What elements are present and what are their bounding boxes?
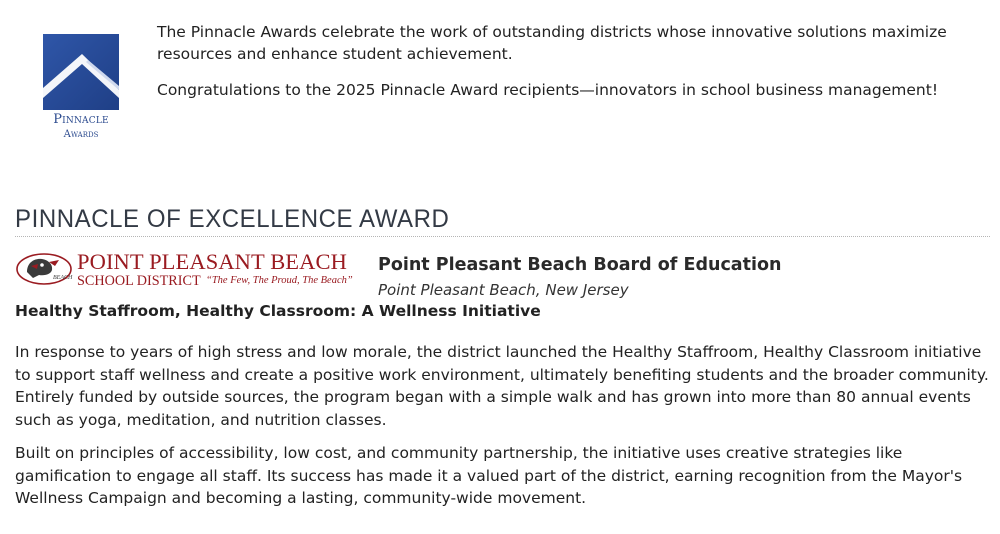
district-logo-name: POINT PLEASANT BEACH (77, 249, 347, 274)
project-title: Healthy Staffroom, Healthy Classroom: A Wellness Initiative (15, 302, 541, 320)
description-paragraph-2: Built on principles of accessibility, low cost, and community partnership, the initiative uses creative strategies like gamification to engage all staff. Its success has made it a valued part of the district, earning recognition from the Mayor's Wellness Campaign and becoming a lasting, community-wide movement. (15, 444, 963, 507)
description-paragraph-1: In response to years of high stress and low morale, the district launched the Healthy Staffroom, Healthy Classroom initiative to support staff wellness and create a positive work environment, ultimately benefiting students and the broader community. Entirely funded by outside sources, the program began with a simple walk and has grown into more than 80 annual events such as yoga, meditation, and nutrition classes. (15, 343, 989, 429)
section-title: PINNACLE OF EXCELLENCE AWARD (15, 205, 450, 233)
intro-paragraph-1: The Pinnacle Awards celebrate the work of outstanding districts whose innovative solutions maximize resources and enhance student achievement. (157, 23, 947, 63)
district-logo (15, 250, 370, 292)
beach-emblem-icon (15, 252, 73, 286)
district-motto: “The Few, The Proud, The Beach” (206, 275, 353, 286)
recipient-location: Point Pleasant Beach, New Jersey (378, 281, 629, 299)
project-description (15, 341, 990, 521)
district-logo-subtitle: SCHOOL DISTRICT (77, 273, 201, 289)
pinnacle-logo-subtitle: Awards (63, 129, 99, 140)
emblem-text: BEACH (53, 275, 73, 281)
pinnacle-awards-logo (38, 32, 124, 148)
intro-text (157, 21, 957, 115)
section-divider (15, 236, 990, 237)
intro-paragraph-2: Congratulations to the 2025 Pinnacle Award recipients—innovators in school business management! (157, 81, 939, 99)
pinnacle-logo-name: Pinnacle (53, 112, 109, 127)
pinnacle-mountain-icon (38, 32, 124, 112)
recipient-name: Point Pleasant Beach Board of Education (378, 255, 782, 275)
